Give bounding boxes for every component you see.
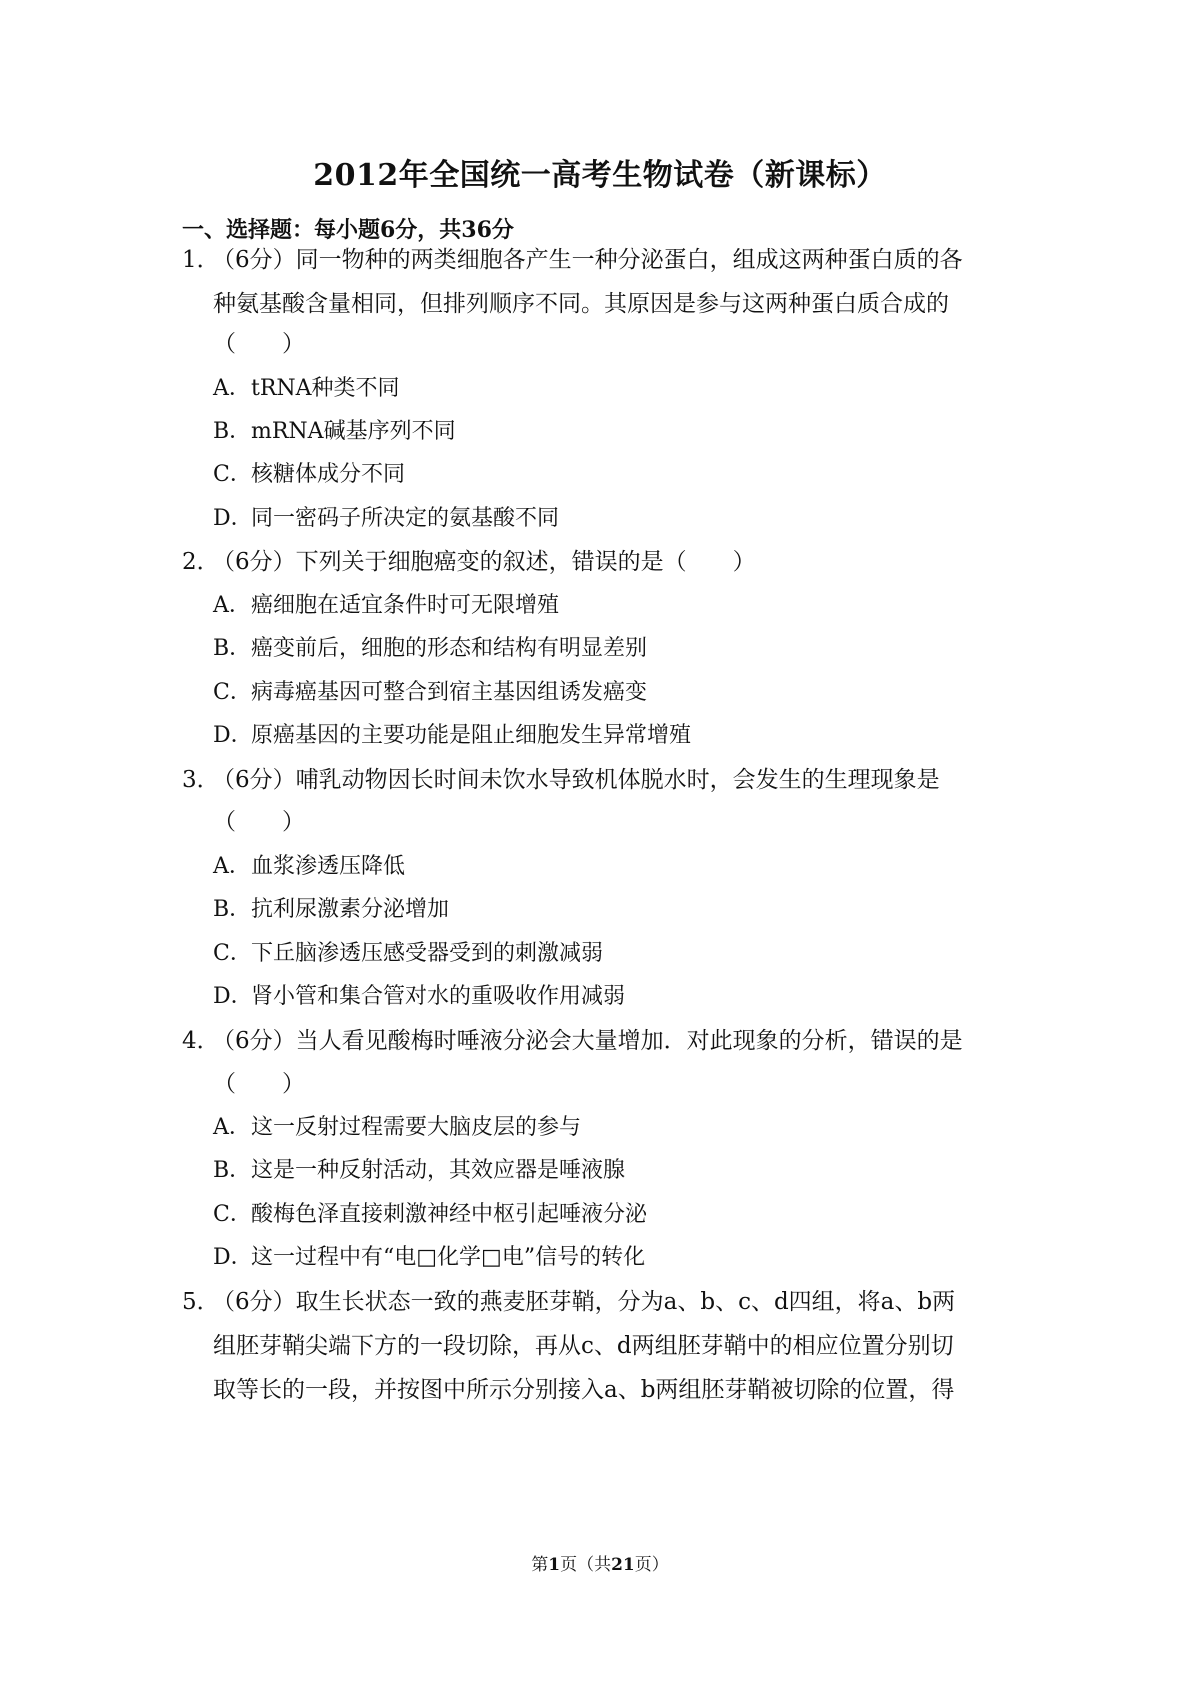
page-title: 2012年全国统一高考生物试卷（新课标） <box>313 158 887 193</box>
footer-prefix: 第 <box>531 1555 549 1575</box>
option-letter: A． <box>213 854 251 879</box>
option-letter: B． <box>213 1158 252 1183</box>
question-2-text: （6分）下列关于细胞癌变的叙述，错误的是（ ） <box>212 549 756 575</box>
footer-middle: 页（共 <box>560 1555 612 1575</box>
option-text: 这是一种反射活动，其效应器是唾液腺 <box>251 1158 626 1183</box>
option-text: 抗利尿激素分泌增加 <box>251 897 450 922</box>
question-1-line-1 <box>182 242 963 278</box>
footer-suffix: 页） <box>634 1555 669 1575</box>
question-4-option-b <box>213 1154 625 1188</box>
question-2-option-a <box>213 589 559 623</box>
question-4-text: （6分）当人看见酸梅时唾液分泌会大量增加．对此现象的分析，错误的是 <box>212 1028 963 1054</box>
option-text: 核糖体成分不同 <box>251 462 406 487</box>
question-3-option-b <box>213 893 449 927</box>
question-4-line-1 <box>182 1023 963 1059</box>
question-1-option-c <box>213 458 405 492</box>
option-text: 原癌基因的主要功能是阻止细胞发生异常增殖 <box>251 723 692 748</box>
option-letter: A． <box>213 1115 251 1140</box>
option-text: 下丘脑渗透压感受器受到的刺激减弱 <box>251 941 604 966</box>
question-2-option-d <box>213 719 691 753</box>
question-4-option-d <box>213 1241 645 1275</box>
question-1-option-a <box>213 372 400 406</box>
question-4-number: 4． <box>182 1028 220 1054</box>
question-5-number: 5． <box>182 1289 220 1315</box>
footer-total-pages: 21 <box>611 1555 635 1575</box>
question-1-option-b <box>213 415 456 449</box>
option-text: 血浆渗透压降低 <box>251 854 406 879</box>
question-1-line-2: 种氨基酸含量相同，但排列顺序不同。其原因是参与这两种蛋白质合成的 <box>213 291 949 317</box>
section-heading: 一、选择题：每小题6分，共36分 <box>182 217 514 243</box>
question-2-line-1 <box>182 544 756 580</box>
question-3-line-1 <box>182 762 940 798</box>
option-letter: B． <box>213 897 252 922</box>
question-5-line-1 <box>182 1284 955 1320</box>
option-text: 这一过程中有“电□化学□电”信号的转化 <box>251 1245 646 1270</box>
page-footer <box>0 1553 1200 1577</box>
question-5-line-2: 组胚芽鞘尖端下方的一段切除，再从c、d两组胚芽鞘中的相应位置分别切 <box>213 1333 954 1359</box>
option-text: 同一密码子所决定的氨基酸不同 <box>251 506 560 531</box>
question-4-line-2: （ ） <box>213 1071 305 1097</box>
question-3-number: 3． <box>182 767 220 793</box>
question-3-text: （6分）哺乳动物因长时间未饮水导致机体脱水时，会发生的生理现象是 <box>212 767 940 793</box>
option-letter: D． <box>213 723 253 748</box>
option-text: mRNA碱基序列不同 <box>251 419 456 444</box>
footer-page-number: 1 <box>548 1555 561 1575</box>
question-1-line-3: （ ） <box>213 331 305 357</box>
option-text: tRNA种类不同 <box>251 376 400 401</box>
option-letter: C． <box>213 941 252 966</box>
option-letter: A． <box>213 593 251 618</box>
question-4-option-a <box>213 1111 581 1145</box>
question-5-text: （6分）取生长状态一致的燕麦胚芽鞘，分为a、b、c、d四组，将a、b两 <box>212 1289 956 1315</box>
question-1-number: 1． <box>182 247 220 273</box>
question-2-option-c <box>213 676 647 710</box>
option-text: 癌变前后，细胞的形态和结构有明显差别 <box>251 636 648 661</box>
question-5-line-3: 取等长的一段，并按图中所示分别接入a、b两组胚芽鞘被切除的位置，得 <box>213 1377 955 1403</box>
option-letter: C． <box>213 462 252 487</box>
option-letter: D． <box>213 1245 253 1270</box>
question-3-option-a <box>213 850 405 884</box>
question-1-option-d <box>213 502 559 536</box>
question-1-text: （6分）同一物种的两类细胞各产生一种分泌蛋白，组成这两种蛋白质的各 <box>212 247 963 273</box>
question-3-line-2: （ ） <box>213 809 305 835</box>
option-letter: D． <box>213 506 253 531</box>
question-3-option-c <box>213 937 603 971</box>
option-letter: B． <box>213 636 252 661</box>
option-text: 病毒癌基因可整合到宿主基因组诱发癌变 <box>251 680 648 705</box>
option-text: 这一反射过程需要大脑皮层的参与 <box>251 1115 582 1140</box>
option-letter: B． <box>213 419 252 444</box>
option-text: 酸梅色泽直接刺激神经中枢引起唾液分泌 <box>251 1202 648 1227</box>
option-letter: C． <box>213 680 252 705</box>
question-2-option-b <box>213 632 647 666</box>
question-2-number: 2． <box>182 549 220 575</box>
option-text: 肾小管和集合管对水的重吸收作用减弱 <box>251 984 626 1009</box>
option-letter: A． <box>213 376 251 401</box>
question-3-option-d <box>213 980 625 1014</box>
option-letter: D． <box>213 984 253 1009</box>
option-letter: C． <box>213 1202 252 1227</box>
question-4-option-c <box>213 1198 647 1232</box>
option-text: 癌细胞在适宜条件时可无限增殖 <box>251 593 560 618</box>
